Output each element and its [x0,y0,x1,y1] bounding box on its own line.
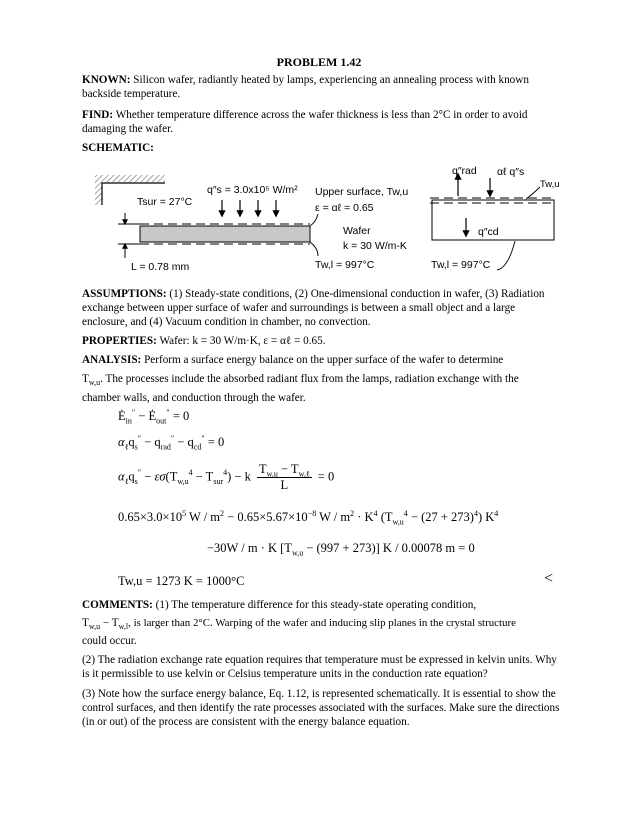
result-marker: < [544,570,554,587]
analysis-line2 [82,372,562,386]
q-rad-label: q″rad [452,165,477,177]
comment-3: (3) Note how the surface energy balance, Eq. 1.12, is represented schematically. It is essential to show the control surfaces, and then identify the rate processes associated with the surfaces. Make sure the directions (in or out) of the process are consistent with the energy balance equation. [82,688,560,728]
temp-diff-symbol: $T_{w,u} - T_{w,l}$ [82,617,129,632]
properties-text: Wafer: k = 30 W/m·K, ε = αℓ = 0.65. [159,335,326,347]
lower-temp-label: Tw,l = 997°C [315,259,375,271]
alpha-qs-label: αℓ q″s [497,166,525,178]
conductivity-label: k = 30 W/m-K [343,240,407,252]
comment-2: (2) The radiation exchange rate equation requires that temperature must be expressed in kelvin units. Why is it permissible to use kelvin or Celsius temperature units in the conduction rate equation? [82,654,557,680]
page-title: PROBLEM 1.42 [276,55,362,69]
properties-label: PROPERTIES: [82,335,157,347]
equation-result: Tw,u = 1273 K = 1000°C [118,574,245,588]
t-wu-symbol: $T_{w,u}$ [82,373,101,388]
comments-line2 [82,616,572,630]
analysis-text2: . The processes include the absorbed radiant flux from the lamps, radiation exchange with the [100,373,519,385]
equation-expanded: $\alpha_\ell q_s'' - \varepsilon\sigma(T_{w,u}^4 - T_{sur}^4) - k$ $T_{w,u} - T_{w,\ell}$ L = 0 [118,462,335,492]
wafer-label: Wafer [343,225,371,237]
thickness-label: L = 0.78 mm [131,261,190,273]
assumptions-section [82,287,562,329]
comment-1a: (1) The temperature difference for this steady-state operating condition, [155,599,477,611]
known-text: Silicon wafer, radiantly heated by lamps, experiencing an annealing process with known backside temperature. [82,74,529,100]
upper-surface-label: Upper surface, Tw,u [315,186,409,198]
find-label: FIND: [82,109,114,121]
known-section [82,73,562,101]
heat-flux-label: q″s = 3.0x10⁵ W/m² [207,184,298,196]
analysis-line1 [82,353,562,367]
t-wu-right-label: Tw,u [540,179,560,190]
leader-lines [310,214,318,256]
thickness-dimension [118,213,140,258]
analysis-text1: Perform a surface energy balance on the upper surface of the wafer to determine [144,354,504,366]
equation-flux-balance: $\alpha_\ell q_s'' - q_{rad}'' - q_{cd}'' = 0$ [118,433,225,452]
find-text: Whether temperature difference across the wafer thickness is less than 2°C in order to avoid damaging the wafer. [82,109,528,135]
energy-balance-sketch [430,174,556,270]
analysis-line3: chamber walls, and conduction through the wafer. [82,392,306,404]
lower-temp-right-label: Tw,l = 997°C [431,259,491,271]
incident-flux-arrows [222,200,276,216]
equation-numeric-2: −30W / m · K $[T_{w,u} - (997 + 273)]$ K / 0.00078 m = 0 [207,541,475,558]
comments-label: COMMENTS: [82,599,153,611]
find-section [82,108,562,136]
equation-energy-balance: $Ė_{in}''$ − $Ė_{out}'' = 0$ [118,407,190,426]
assumptions-label: ASSUMPTIONS: [82,288,167,300]
comments-line1 [82,598,562,612]
wafer-shape [140,226,310,242]
known-label: KNOWN: [82,74,131,86]
schematic-label: SCHEMATIC: [82,142,154,154]
properties-section [82,334,562,348]
analysis-label: ANALYSIS: [82,354,142,366]
comment-1c: could occur. [82,635,137,647]
t-sur-label: Tsur = 27°C [137,196,193,208]
q-cd-label: q″cd [478,226,499,238]
assumptions-text: (1) Steady-state conditions, (2) One-dimensional conduction in wafer, (3) Radiation exchange between upper surface of wafer and surroundings is between a small object and a large enclosure, and (4) Vacuum condition in chamber, no convection. [82,288,545,328]
emissivity-label: ε = αℓ = 0.65 [315,202,374,214]
comment-1b: , is larger than 2°C. Warping of the wafer and inducing slip planes in the crystal structure [128,617,516,629]
equation-numeric-1: $0.65\times 3.0\times 10^5$ $W / m^2 - 0.65\times 5.67\times 10^{-8}$ $W / m^2 \cdot K^4$ $(T_{w,u}^4 - (27 + 273)^4)$ $K^4$ [118,508,499,527]
